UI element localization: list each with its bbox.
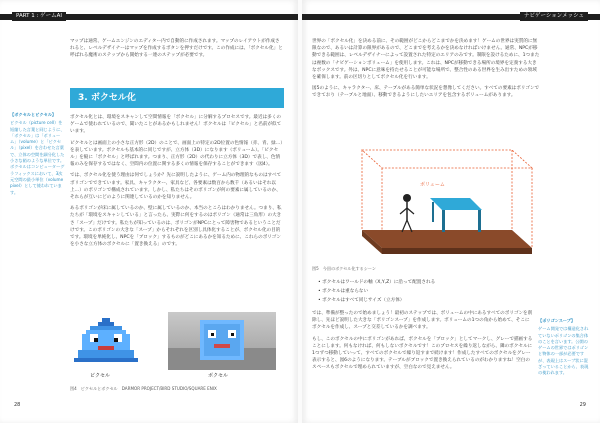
volume-label: ボリューム (420, 182, 445, 188)
left-page-number: 28 (14, 402, 21, 408)
left-sidenote-title: 【ボクセルとピクセル】 (10, 112, 57, 117)
label-pixel: ピクセル (90, 373, 111, 379)
right-para-4: もし、このボクセルの中にポリゴンがあれば、ボクセルを「ブロック」としてマークし、グレーで描画することにします。何もなければ、何もしないボクセルです！このプロセスを繰り返しながら、隣のボクセルに1つずつ移動していって、すべてのボクセルで繰り返すまで続けます！作成したすべてのボクセルをグレー表示すると、図6のようになります。テーブルがブロックで置き換えられているのがわかりますね！空白のスペースもボクセルで埋められていますが、空白なので見えません。 (312, 336, 533, 371)
left-para-2: ピクセルとは画面上の小さな正方形（2D）のことで、画面上の特定の2D位置の色情報（赤、青、緑…）を表しています。ボクセルも基本的に同じですが、立方体（3D）になります（ボリューム）。「ピクセル」を縦に「ボクセル」と呼ばれます。つまり、正方形（2D）の代わりに立方体（3D）で表し、色情報のみを保存するではなく、空間内の位置に関する多くの情報を保存することができます（図4）。 (70, 140, 283, 168)
list-item: • ボクセルはワールドの軸（X,Y,Z）に沿って配置される (318, 278, 435, 287)
right-body-top (312, 38, 540, 104)
figure-5-illustration (312, 140, 538, 268)
list-item: • ボクセルは重ならない (318, 287, 435, 296)
right-para-2: 図5のように、キャラクター、床、テーブルがある簡単な状況を想像してください。すべての要素はポリゴンでできており（テーブルと地面）、移動できるようにしたいエリアを包含するボリュームがあります。 (312, 86, 540, 99)
figure-4-caption: 図4 ピクセルとボクセル DARMOR PROJECT/BIRD STUDIO/SQUARE ENIX (70, 386, 217, 391)
left-intro-paragraph (70, 38, 284, 64)
right-page-number: 29 (579, 402, 586, 408)
right-sidenote (538, 318, 590, 377)
right-body-bottom (312, 310, 534, 376)
intro-text: マップは通常、ゲームエンジンのエディター内で自動的に作成されます。マップのレイアウトが作成されると、レベルデザイナーはマップを作成するボタンを押すだけです。この作成には、「ボクセル化」と呼ばれる魔術のステップから開始する一連のステップが必要です。 (70, 39, 283, 59)
pixel-slime-illustration (74, 318, 138, 362)
right-para-1: 世界の「ボクセル化」を決める前に、その範囲がどこからどこまでかを決めます！ゲームの世界は実質的に無限なので、あるいは計算の限界があるので、どこまでを考えるかを決めなければいけません。通常、NPCが移動できる範囲は、レベルデザイナーによって設置された特定のエリアのみです。制限を設けるために、1つまたは複数の「ナビゲーションボリューム」を使用します。これは、NPCが移動できる場所の境界を定義する大きなボックスです。外は、NPCに意味を持たせることが可能な場所で、整合性のある世界を生み出すための領域を確保します。前の区切りとしてボクセル化を行います。 (312, 39, 540, 81)
left-para-1: ボクセル化とは、環境をスキャンして空間情報を「ボクセル」に分解するプロセスです。最近は多くのゲームで使われているので、聞いたことがあるかもしれません！ボクセルは「ピクセル」と名前が似ています。 (70, 115, 282, 135)
figure-4 (70, 312, 284, 386)
left-sidenote-body: ピクセル（picture cell）を短縮した言葉と同じように、「ボクセル」は「ボリューム」（volume）と「ピクセル」（pixel）を合わせた言葉で、立体の空間を細分化した小さな箱のような単位です。ボクセルはコンピューターグラフィックスにおいて、3次元空間の最小単位（volume pixel）として使われています。 (10, 120, 65, 195)
left-para-3: では、ボクセル化を使う理由は何でしょうか？先に説明したように、ゲーム内の物理的なものはすべてポリゴンでできています。家具、キャラクター、家具など、各要素は数百から数千（あるいはそれ以上…）のポリゴンで構成されています。しかし、私たちはそのポリゴンが何の要素に属しているのか、それらが互いにどのように関連しているのかを知りません。 (70, 173, 282, 201)
left-running-head: PART 1 : ゲームAI (12, 12, 66, 21)
left-para-4: あるポリゴンが床に属しているのか、壁に属しているのか、本当のところはわかりません。つまり、私たちが「環境をスキャンしている」と言ったら、実際に何をするのはポリゴン（通常は三角形）の大きさ「スープ」だけです。私たちが知っているのは、ポリゴンがNPCにとって障害物であるということだけです。このポリゴンの大きな「スープ」からそれぞれを区別し具体化することが、ボクセル化の目的です。環境を単純化し、NPCを「ブロック」するものがどこにあるかを知るために、これらのポリゴンを小さな立方体のボクセルに「置き換える」のです。 (70, 206, 282, 248)
left-body (70, 114, 284, 252)
voxel-rules-list (318, 278, 435, 305)
figure-5-caption: 図5 今回のボクセル化するシーン (312, 266, 376, 271)
right-sidenote-title: 【ポリゴンスープ】 (538, 318, 576, 323)
label-voxel: ボクセル (208, 373, 229, 379)
left-sidenote (10, 112, 65, 196)
right-para-3: では、準備が整ったので始めましょう！最初のステップでは、ボリュームの中にあるすべてのポリゴンを削除し、先ほど説明した大きな「ポリゴンスープ」を作成します。ボリュームの1つの角から始めて、そこにボクセルを作成し、スープと交差しているかを調べます。 (312, 311, 533, 331)
section-heading: 3. ボクセル化 (70, 88, 284, 108)
voxel-slime-photo (168, 312, 276, 370)
right-running-head: ナビゲーションメッシュ (520, 12, 588, 21)
list-item: • ボクセルはすべて同じサイズ（立方体） (318, 296, 435, 305)
right-sidenote-body: ゲーム開発では構造化されていないポリゴンの集合体のことを言います。公開のゲームの世界ではポリゴンと物体の一部が必要ですが、表現上はスープ状に混ざっていることから、表現の使われます。 (538, 326, 589, 376)
